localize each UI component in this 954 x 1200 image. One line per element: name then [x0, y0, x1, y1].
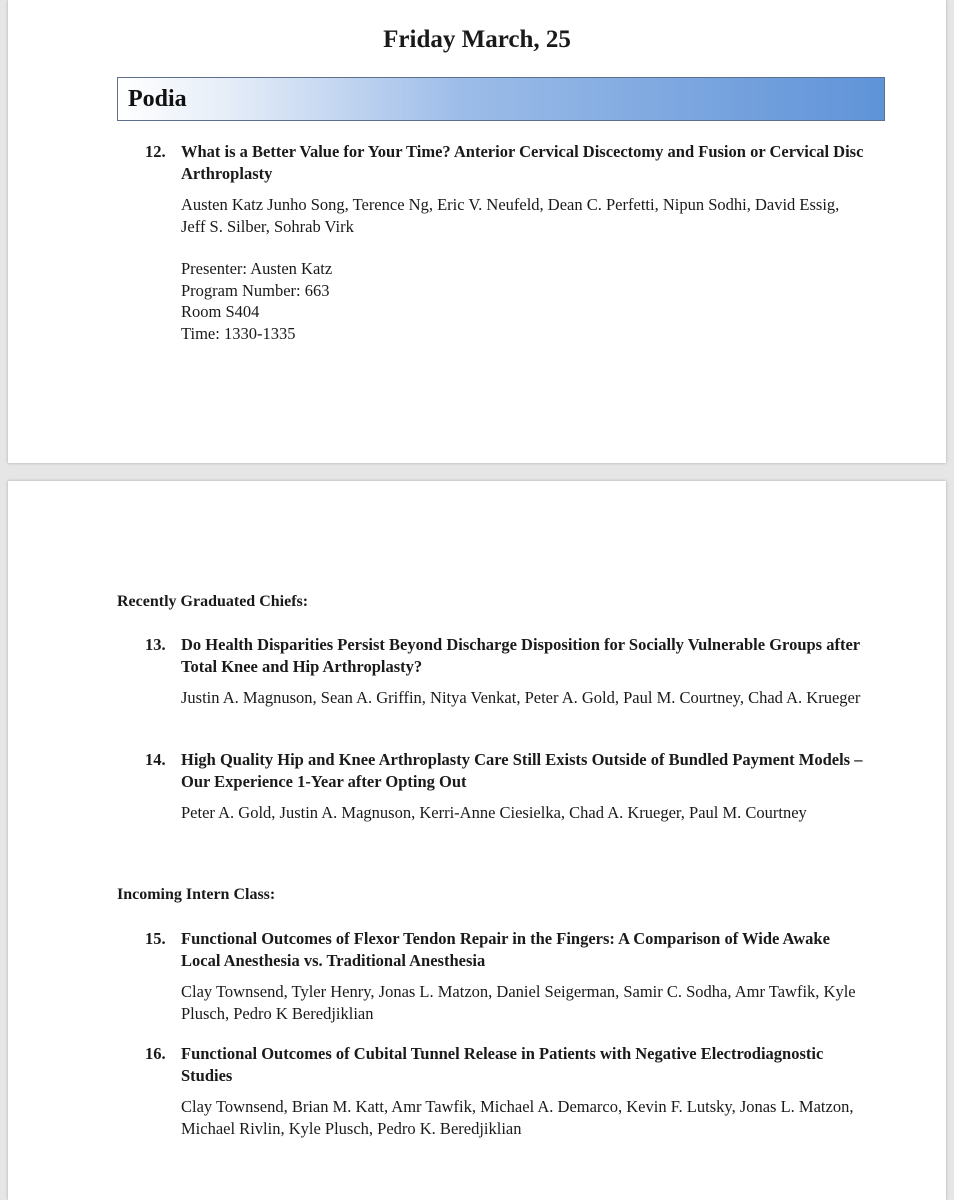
group-heading-interns: Incoming Intern Class:: [117, 886, 276, 903]
program-entry: [145, 1043, 865, 1140]
room-line: Room S404: [181, 302, 260, 321]
entry-title: Functional Outcomes of Flexor Tendon Repair in the Fingers: A Comparison of Wide Awake Local Anesthesia vs. Traditional Anesthesia: [181, 929, 830, 970]
program-entry: [145, 141, 865, 344]
entry-number: 12.: [145, 142, 166, 161]
entry-number: 16.: [145, 1044, 166, 1063]
entry-authors: Clay Townsend, Tyler Henry, Jonas L. Matzon, Daniel Seigerman, Samir C. Sodha, Amr Tawfik, Kyle Plusch, Pedro K Beredjiklian: [181, 982, 856, 1023]
document-page-1: [8, 0, 946, 463]
entry-authors: Clay Townsend, Brian M. Katt, Amr Tawfik, Michael A. Demarco, Kevin F. Lutsky, Jonas L. Matzon, Michael Rivlin, Kyle Plusch, Pedro K. Beredjiklian: [181, 1097, 854, 1138]
section-title: Podia: [128, 86, 187, 112]
entry-details: [181, 258, 865, 344]
time-line: Time: 1330-1335: [181, 323, 296, 343]
entry-title: High Quality Hip and Knee Arthroplasty Care Still Exists Outside of Bundled Payment Models – Our Experience 1-Year after Opting Out: [181, 750, 863, 791]
program-entry: [145, 928, 865, 1025]
presenter-line: Presenter: Austen Katz: [181, 259, 333, 278]
entry-authors: Austen Katz Junho Song, Terence Ng, Eric V. Neufeld, Dean C. Perfetti, Nipun Sodhi, David Essig, Jeff S. Silber, Sohrab Virk: [181, 195, 840, 236]
entry-authors: Justin A. Magnuson, Sean A. Griffin, Nitya Venkat, Peter A. Gold, Paul M. Courtney, Chad A. Krueger: [181, 688, 861, 707]
page-title: Friday March, 25: [383, 26, 571, 53]
section-header-bar: [117, 77, 885, 121]
entry-number: 15.: [145, 929, 166, 948]
group-heading-chiefs: Recently Graduated Chiefs:: [117, 593, 309, 610]
entry-title: What is a Better Value for Your Time? Anterior Cervical Discectomy and Fusion or Cervical Disc Arthroplasty: [181, 142, 864, 183]
program-number-line: Program Number: 663: [181, 280, 330, 300]
program-entry: [145, 634, 865, 709]
entry-number: 13.: [145, 635, 166, 654]
entry-title: Do Health Disparities Persist Beyond Discharge Disposition for Socially Vulnerable Groups after Total Knee and Hip Arthroplasty?: [181, 635, 860, 676]
entry-title: Functional Outcomes of Cubital Tunnel Release in Patients with Negative Electrodiagnostic Studies: [181, 1044, 824, 1085]
entry-number: 14.: [145, 750, 166, 769]
entry-authors: Peter A. Gold, Justin A. Magnuson, Kerri-Anne Ciesielka, Chad A. Krueger, Paul M. Courtney: [181, 803, 807, 822]
document-page-2: [8, 481, 946, 1200]
program-entry: [145, 749, 865, 824]
